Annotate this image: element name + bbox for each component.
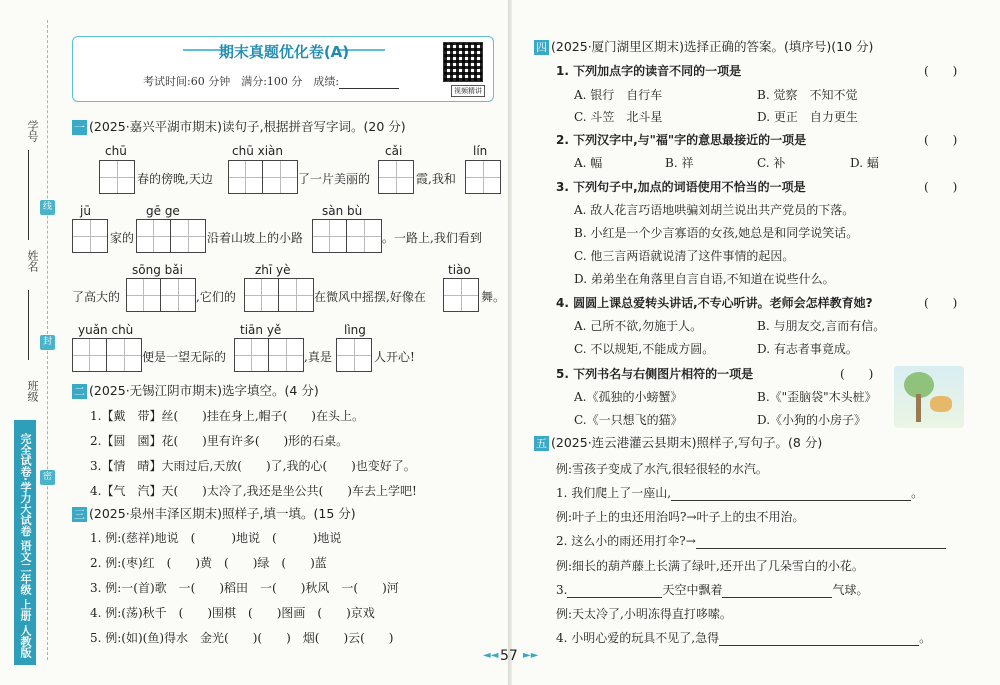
option[interactable]: B. 祥 [665, 156, 694, 170]
question-item[interactable]: 4. 例:(荡)秋千 ( )围棋 ( )图画 ( )京戏 [90, 606, 375, 620]
option[interactable]: C. 不以规矩,不能成方圆。 [574, 342, 715, 356]
sentence-text: 舞。 [481, 290, 506, 304]
student-id-label: 学号 [26, 120, 39, 142]
option[interactable]: D. 更正 自力更生 [757, 110, 858, 124]
qr-caption: 视频精讲 [451, 85, 485, 97]
option[interactable]: D. 蝠 [850, 156, 879, 170]
sentence-text: 人开心! [374, 350, 415, 364]
answer-blank [696, 537, 946, 549]
question-item[interactable]: 4.【气 汽】天( )太冷了,我还是坐公共( )车去上学吧! [90, 484, 417, 498]
trunk-icon [916, 394, 921, 422]
dog-icon [930, 396, 952, 412]
name-blank[interactable] [28, 290, 29, 360]
question-item[interactable]: 1.【戴 带】丝( )挂在身上,帽子( )在头上。 [90, 409, 364, 423]
pinyin: gē ge [146, 204, 180, 218]
char-grid[interactable] [378, 160, 414, 194]
char-grid[interactable] [336, 338, 372, 372]
binding-strip [0, 0, 64, 685]
char-grid[interactable] [99, 160, 135, 194]
char-grid[interactable] [72, 219, 108, 253]
question-item[interactable]: 3.【情 晴】大雨过后,天放( )了,我的心( )也变好了。 [90, 459, 416, 473]
char-grid[interactable] [234, 338, 304, 372]
prev-arrows-icon: ◄◄ [483, 650, 499, 661]
sentence-text: 在微风中摇摆,好像在 [314, 290, 426, 304]
sentence-text: 家的 [110, 231, 135, 245]
question-item[interactable]: 1. 例:(慈祥)地说 ( )地说 ( )地说 [90, 531, 342, 545]
char-grid[interactable] [136, 219, 206, 253]
example-sentence: 例:叶子上的虫还用治吗?→叶子上的虫不用治。 [556, 510, 805, 524]
pinyin: tiào [448, 263, 471, 277]
sentence-text: 了一片美丽的 [298, 172, 371, 186]
question-text: 1. 下列加点字的读音不同的一项是 [556, 64, 742, 78]
example-sentence: 例:雪孩子变成了水汽,很轻很轻的水汽。 [556, 462, 768, 476]
option[interactable]: B.《"歪脑袋"木头桩》 [757, 390, 877, 404]
pinyin: zhī yè [255, 263, 291, 277]
option[interactable]: C.《一只想飞的猫》 [574, 413, 683, 427]
cut-mark: 封 [40, 335, 55, 350]
option[interactable]: A. 己所不欲,勿施于人。 [574, 319, 703, 333]
exam-header [72, 36, 494, 102]
example-sentence: 例:天太冷了,小明冻得直打哆嗦。 [556, 607, 732, 621]
pinyin: cǎi [385, 144, 403, 158]
option[interactable]: C. 补 [757, 156, 786, 170]
answer-paren[interactable]: ( ) [924, 180, 958, 194]
pinyin: tiān yě [240, 323, 282, 337]
qr-code-icon[interactable] [443, 42, 483, 82]
example-sentence: 例:细长的葫芦藤上长满了绿叶,还开出了几朵雪白的小花。 [556, 559, 864, 573]
question-text: 2. 下列汉字中,与"福"字的意思最接近的一项是 [556, 133, 807, 147]
char-grid[interactable] [244, 278, 314, 312]
option[interactable]: B. 小红是一个少言寡语的女孩,她总是和同学说笑话。 [574, 226, 859, 240]
exam-info: 考试时间:60 分钟 满分:100 分 成绩: [143, 73, 399, 89]
sentence-text: 沿着山坡上的小路 [207, 231, 304, 245]
answer-blank [671, 489, 911, 501]
question-item[interactable]: 2. 例:(枣)红 ( )黄 ( )绿 ( )蓝 [90, 556, 327, 570]
option[interactable]: A. 银行 自行车 [574, 88, 663, 102]
option[interactable]: B. 与朋友交,言而有信。 [757, 319, 886, 333]
question-item[interactable]: 5. 例:(如)(鱼)得水 金光( )( ) 烟( )云( ) [90, 631, 394, 645]
sentence-text: 便是一望无际的 [142, 350, 227, 364]
section-two-title: 二 (2025·无锡江阴市期末)选字填空。(4 分) [74, 383, 319, 398]
question-text: 5. 下列书名与右侧图片相符的一项是 [556, 367, 754, 381]
answer-paren[interactable]: ( ) [924, 296, 958, 310]
class-label: 班级 [26, 380, 39, 402]
section-three-title: 三 (2025·泉州丰泽区期末)照样子,填一填。(15 分) [74, 506, 356, 521]
sentence-text: ,它们的 [196, 290, 236, 304]
pinyin: sàn bù [322, 204, 363, 218]
char-grid[interactable] [312, 219, 382, 253]
next-arrows-icon: ►► [523, 650, 539, 661]
student-id-blank[interactable] [28, 150, 29, 240]
option[interactable]: D.《小狗的小房子》 [757, 413, 867, 427]
option[interactable]: A.《孤独的小螃蟹》 [574, 390, 683, 404]
pinyin: sōng bǎi [132, 263, 183, 277]
sentence-text: ,真是 [304, 350, 332, 364]
answer-paren[interactable]: ( ) [924, 133, 958, 147]
name-label: 姓名 [26, 250, 39, 272]
option[interactable]: A. 幅 [574, 156, 603, 170]
pinyin: chū xiàn [232, 144, 284, 158]
char-grid[interactable] [465, 160, 501, 194]
option[interactable]: D. 有志者事竟成。 [757, 342, 858, 356]
pinyin: lín [473, 144, 488, 158]
cut-mark: 线 [40, 200, 55, 215]
char-grid[interactable] [126, 278, 196, 312]
sentence-text: 了高大的 [72, 290, 121, 304]
cut-mark: 密 [40, 470, 55, 485]
answer-paren[interactable]: ( ) [924, 64, 958, 78]
answer-blank [722, 586, 832, 598]
pinyin: chū [105, 144, 127, 158]
question-item[interactable]: 2.【圆 園】花( )里有许多( )形的石桌。 [90, 434, 349, 448]
char-grid[interactable] [228, 160, 298, 194]
section-five-title: 五 (2025·连云港灌云县期末)照样子,写句子。(8 分) [536, 435, 823, 450]
option[interactable]: C. 斗笠 北斗星 [574, 110, 663, 124]
exam-title: 期末真题优化卷(A) [218, 43, 350, 61]
option[interactable]: D. 弟弟坐在角落里自言自语,不知道在说些什么。 [574, 272, 835, 286]
question-item[interactable]: 4. 小明心爱的玩具不见了,急得 。 [556, 631, 932, 645]
question-text: 4. 圆圆上课总爱转头讲话,不专心听讲。老师会怎样教育她? [556, 296, 873, 310]
char-grid[interactable] [72, 338, 142, 372]
section-four-title: 四 (2025·厦门湖里区期末)选择正确的答案。(填序号)(10 分) [536, 39, 874, 54]
question-item[interactable]: 2. 这么小的雨还用打伞?→ [556, 532, 946, 549]
question-item[interactable]: 3. 例:一(首)歌 一( )稻田 一( )秋风 一( )河 [90, 581, 399, 595]
option[interactable]: A. 敌人花言巧语地哄骗刘胡兰说出共产党员的下落。 [574, 203, 855, 217]
page-number: 57 [500, 648, 518, 664]
option[interactable]: B. 觉察 不知不觉 [757, 88, 858, 102]
pinyin: yuǎn chù [78, 323, 134, 337]
question-item[interactable]: 1. 我们爬上了一座山, 。 [556, 486, 924, 500]
answer-blank [567, 586, 662, 598]
question-item[interactable]: 3. 天空中飘着 气球。 [556, 583, 869, 597]
story-illustration [894, 366, 964, 428]
answer-paren[interactable]: ( ) [840, 367, 874, 381]
score-blank [339, 77, 399, 89]
section-one-title: 一 (2025·嘉兴平湖市期末)读句子,根据拼音写字词。(20 分) [74, 119, 406, 134]
book-spine: 完全试卷·学力大试卷 语文二年级 上册 人教版 [14, 420, 36, 665]
answer-blank [719, 634, 919, 646]
sentence-text: 春的傍晚,天边 [137, 172, 213, 186]
sentence-text: 霞,我和 [416, 172, 456, 186]
char-grid[interactable] [443, 278, 479, 312]
option[interactable]: C. 他三言两语就说清了这件事情的起因。 [574, 249, 795, 263]
question-text: 3. 下列句子中,加点的词语使用不恰当的一项是 [556, 180, 806, 194]
pinyin: lìng [344, 323, 366, 337]
sentence-text: 。一路上,我们看到 [382, 231, 482, 245]
pinyin: jū [80, 204, 91, 218]
